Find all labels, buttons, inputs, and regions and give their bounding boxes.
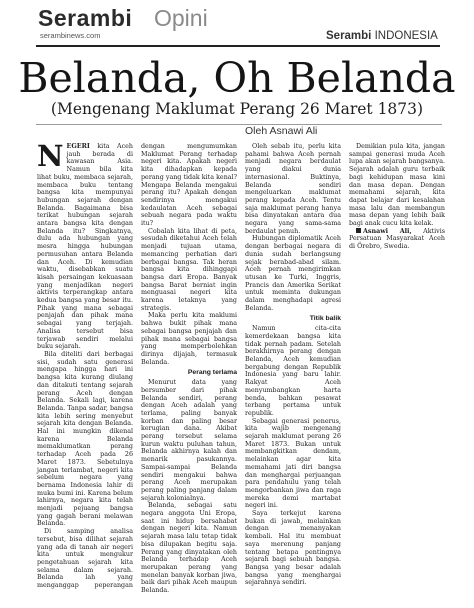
paragraph: Maka perlu kita maklumi bahwa bukit pihak mana sebagai bangsa penjajah dan pihak mana sebagai bangsa yang memperbolehkan dirinya dijajah, termasuk Belanda. bbox=[141, 312, 237, 366]
paragraph: Hubungan diplomatik Aceh dengan berbagai negara di dunia sudah berlangsung sejak berabad-abad silam. Aceh pernah mengirimkan utusan ke Turki, Inggris, Prancis dan Amerika Serikat untuk meminta dukungan dalam menghadapi agresi Belanda. bbox=[245, 235, 341, 312]
paragraph: Belanda, sebagai satu negara anggota Uni Eropa, saat ini hidup bersahabat dengan negeri kita. Namun sejarah masa lalu tetap tidak bisa dilupakan begitu saja. Perang yang dinyatakan oleh Belanda terhadap Aceh merupakan perang yang menelan banyak korban jiwa, baik dari pihak Aceh maupun Belanda. bbox=[141, 502, 237, 595]
brand-right bbox=[326, 30, 438, 42]
lead-paragraph bbox=[37, 139, 133, 351]
article-subtitle: (Mengenang Maklumat Perang 26 Maret 1873) bbox=[50, 100, 424, 118]
subhead-perang-terlama: Perang terlama bbox=[187, 369, 237, 377]
lead-caps: EGERI bbox=[66, 143, 90, 150]
brand-right-bold: Serambi bbox=[326, 30, 372, 42]
author-bio: Aktivis Persatuan Masyarakat Aceh di Örebro, Swedia. bbox=[349, 227, 445, 251]
drop-cap: N bbox=[37, 139, 64, 173]
paragraph: Sebagai generasi penerus, kita wajib mengenang sejarah maklumat perang 26 Maret 1873. Bukan untuk membangkitkan dendam, melainkan agar kita memahami jati diri bangsa dan menghargai perjuangan para pendahulu yang telah mengorbankan jiwa dan raga mereka demi martabat negeri ini. bbox=[245, 417, 341, 510]
article-body bbox=[37, 139, 445, 595]
brand-logo: Serambi bbox=[38, 5, 133, 31]
paragraph: Oleh sebab itu, perlu kita pahami bahwa Aceh pernah menjadi negara berdaulat yang diakui dunia internasional. Buktinya, Belanda sendiri mengeluarkan maklumat perang kepada Aceh. Tentu saja maklumat perang hanya bisa dinyatakan antara dua negara yang sama-sama berdaulat penuh. bbox=[245, 143, 341, 235]
byline-rule bbox=[36, 124, 442, 125]
masthead bbox=[0, 0, 474, 54]
paragraph: Saya terkejut karena bukan di jawab, melainkan dengan menanyakan kembali. Hal itu membuat saya merenung panjang tentang betapa pentingnya sejarah bagi sebuah bangsa. Bangsa yang besar adalah bangsa yang menghargai sejarahnya sendiri. bbox=[245, 510, 341, 587]
masthead-rule bbox=[36, 45, 440, 47]
author-name: Asnawi Ali, bbox=[363, 227, 412, 235]
author-bullet-icon bbox=[356, 228, 361, 233]
subhead-titik-balik: Titik balik bbox=[309, 315, 341, 323]
section-label: Opini bbox=[154, 5, 208, 31]
paragraph: Namun cita-cita kemerdekaan bangsa kita tidak pernah padam. Setelah berakhirnya perang dengan Belanda, Aceh kemudian bergabung dengan Republik Indonesia yang baru lahir. Rakyat Aceh menyumbangkan harta benda, bahkan pesawat terbang pertama untuk republik. bbox=[245, 325, 341, 417]
brand-right-rest: INDONESIA bbox=[371, 30, 438, 42]
author-note bbox=[349, 228, 445, 251]
paragraph: Cobalah kita lihat di peta, sesudah diketahui Aceh telah menjadi tujuan utama, memancing perhatian dari berbagai bangsa. Tak heran bangsa kita dihinggapi bangsa dari Eropa. Banyak bangsa Barat berniat ingin menguasai negeri kita karena letaknya yang strategis. bbox=[141, 227, 237, 312]
paragraph: Menurut data yang bersumber dari pihak Belanda sendiri, perang dengan Aceh adalah yang terlama, paling banyak korban dan paling besar kerugian dana. Akibat perang tersebut selama kurun waktu puluhan tahun, Belanda akhirnya kalah dan menarik pasukannya. Sampai-sampai Belanda sendiri mengakui bahwa perang Aceh merupakan perang paling panjang dalam sejarah kolonialnya. bbox=[141, 379, 237, 502]
paragraph: Di samping analisa tersebut, bisa dilihat sejarah yang ada di tanah air negeri kita untuk mengukur pengetahuan sejarah kita selama dalam sejarah. Belanda lah yang menganggap peperangan dengan mengumumkan Maklumat Perang terhadap negeri kita. Apakah negeri kita dihadapkan kepada perang yang tidak kita kenal? Mengapa Belanda mengakui perang itu? Apakah dengan sendirinya mengakui kedaulatan Aceh sebagai sebuah negara pada waktu itu? bbox=[37, 143, 237, 590]
paragraph: Demikian pula kita, jangan sampai generasi muda Aceh lupa akan sejarah bangsanya. Sejarah adalah guru terbaik bagi kehidupan masa kini dan masa depan. Dengan memahami sejarah, kita dapat belajar dari kesalahan masa lalu dan membangun masa depan yang lebih baik bagi anak cucu kita kelak. bbox=[349, 143, 445, 228]
article-headline: Belanda, Oh Belanda bbox=[18, 54, 456, 102]
site-url: serambinews.com bbox=[40, 31, 101, 40]
article-byline: Oleh Asnawi Ali bbox=[245, 125, 318, 137]
paragraph: Bila diteliti dari berbagai sisi, sudah satu generasi mengapa hingga hari ini bangsa kita kurang diulang dan ditakuti tentang sejarah perang Aceh dengan Belanda. Sekali lagi, karena Belanda. Tanpa sadar, bangsa kita lebih sering menyebut sejarah kita dengan Belanda. Hal ini mungkin dikenal karena Belanda memaklumatkan perang terhadap Aceh pada 26 Maret 1873. Sebetulnya jangan terlambat, negeri kita sebelum negara yang bernama Indonesia lahir di muka bumi ini. Karena belum lahirnya, negara kita telah menjadi pejuang bangsa yang gagah berani melawan Belanda. bbox=[37, 350, 133, 528]
paragraph-text: kita Aceh jauh berada di kawasan Asia. Namun bila kita lihat buku, membaca sejarah, membaca buku tentang bangsa kita mempunyai hubungan sejarah dengan Belanda. Bagaimana bisa terikat hubungan sejarah antara bangsa kita dengan Belanda itu? Singkatnya, dulu ada hubungan yang mesra hingga hubungan permusuhan antara Belanda dan Aceh. Di kemudian waktu, disebabkan suatu kisah persaingan kekuasaan yang menjadikan negeri aktivis terperangkap antara kedua bangsa yang besar itu. Pihak yang mana sebagai penjajah dan pihak mana sebagai yang terjajah. Analisa tersebut bisa terjawab sendiri melalui buku sejarah. bbox=[37, 143, 133, 351]
